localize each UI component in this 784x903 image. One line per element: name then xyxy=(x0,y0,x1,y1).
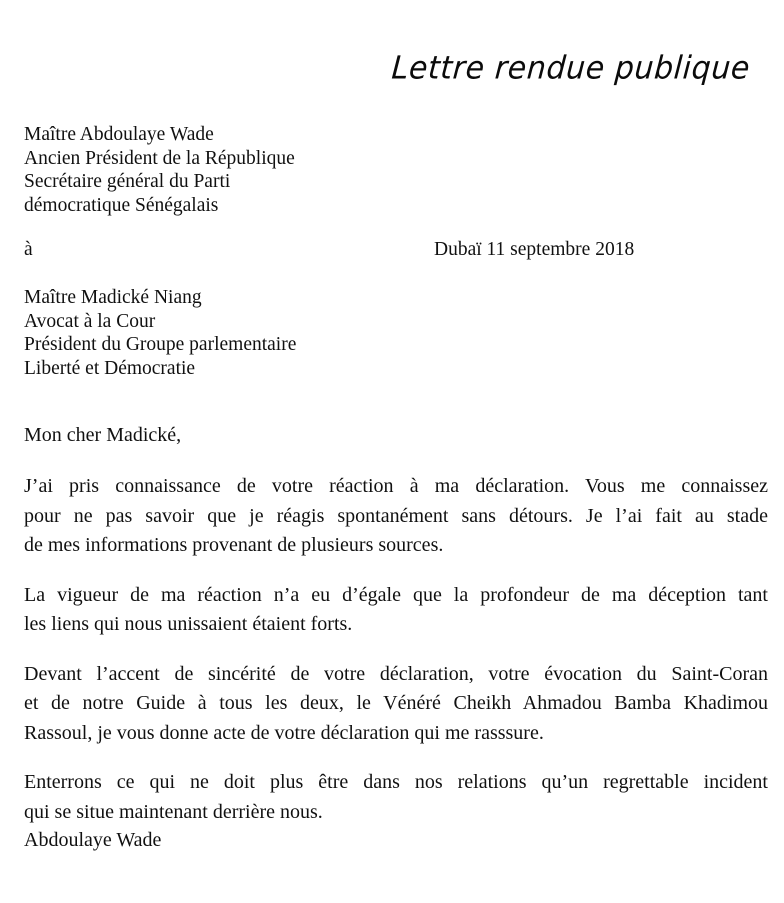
addressee-marker: à xyxy=(24,239,33,260)
recipient-line: Maître Madické Niang xyxy=(24,287,202,308)
recipient-line: Président du Groupe parlementaire xyxy=(24,334,297,355)
paragraph-line: La vigueur de ma réaction n’a eu d’égale que la profondeur de ma déception tant xyxy=(24,583,768,606)
paragraph-line: J’ai pris connaissance de votre réaction à ma déclaration. Vous me connaissez xyxy=(24,475,768,497)
paragraph-line: qui se situe maintenant derrière nous. xyxy=(24,800,323,823)
paragraph-line: pour ne pas savoir que je réagis spontanément sans détours. Je l’ai fait au stade xyxy=(24,504,768,527)
body-paragraph-4 xyxy=(24,768,768,827)
paragraph-line: de mes informations provenant de plusieurs sources. xyxy=(24,534,444,556)
sender-line: Maître Abdoulaye Wade xyxy=(24,124,214,145)
paragraph-line: Enterrons ce qui ne doit plus être dans nos relations qu’un regrettable incident xyxy=(24,771,768,793)
recipient-line: Avocat à la Cour xyxy=(24,310,156,332)
paragraph-line: et de notre Guide à tous les deux, le Vénéré Cheikh Ahmadou Bamba Khadimou xyxy=(24,692,768,714)
paragraph-line: les liens qui nous unissaient étaient forts. xyxy=(24,613,353,635)
sender-line: démocratique Sénégalais xyxy=(24,194,219,216)
recipient-address-block xyxy=(24,286,296,380)
sender-line: Ancien Président de la République xyxy=(24,147,295,169)
paragraph-line: Devant l’accent de sincérité de votre déclaration, votre évocation du Saint-Coran xyxy=(24,662,768,685)
page-title: Lettre rendue publique xyxy=(390,50,752,88)
body-paragraph-3 xyxy=(24,660,768,749)
letter-body xyxy=(24,472,768,827)
dateline: Dubaï 11 septembre 2018 xyxy=(434,239,635,260)
recipient-line: Liberté et Démocratie xyxy=(24,357,196,379)
paragraph-line: Rassoul, je vous donne acte de votre déclaration qui me rasssure. xyxy=(24,721,544,744)
sender-address-block xyxy=(24,123,295,217)
body-paragraph-1 xyxy=(24,472,768,561)
sender-line: Secrétaire général du Parti xyxy=(24,171,231,192)
signature: Abdoulaye Wade xyxy=(24,829,162,851)
body-paragraph-2 xyxy=(24,581,768,640)
salutation: Mon cher Madické, xyxy=(24,424,182,446)
